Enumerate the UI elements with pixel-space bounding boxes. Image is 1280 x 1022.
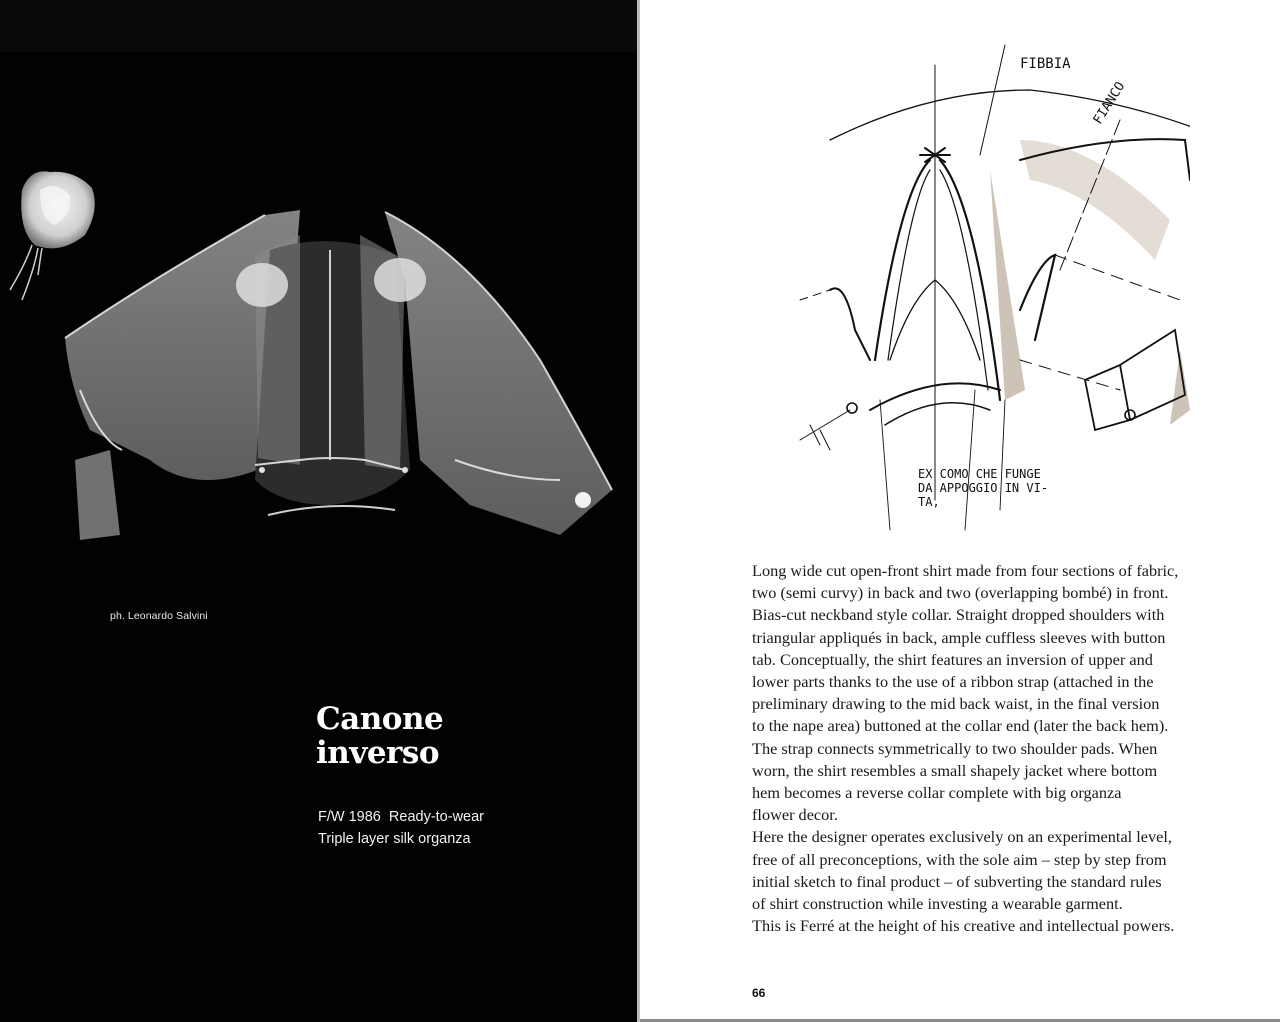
text-line: preliminary drawing to the mid back waist, in the final version <box>752 694 1160 714</box>
text-line: initial sketch to final product – of subverting the standard rules <box>752 871 1162 891</box>
text-line: free of all preconceptions, with the sole aim – step by step from <box>752 849 1167 869</box>
text-line: two (semi curvy) in back and two (overlapping bombé) in front. <box>752 583 1169 603</box>
top-bar <box>0 0 637 52</box>
text-line: to the nape area) buttoned at the collar end (later the back hem). <box>752 716 1169 736</box>
description-text <box>752 560 1222 937</box>
page-number: 66 <box>752 986 766 1000</box>
text-line: flower decor. <box>752 805 838 825</box>
flower-decor-icon <box>10 171 95 300</box>
text-line: Long wide cut open-front shirt made from four sections of fabric, <box>752 561 1179 580</box>
text-line: Bias-cut neckband style collar. Straight dropped shoulders with <box>752 605 1165 625</box>
title-line: inverso <box>316 735 440 771</box>
sketch-annotation: FIBBIA <box>1020 56 1071 72</box>
garment-meta <box>318 806 484 850</box>
left-page <box>0 0 637 1022</box>
svg-text:DA APPOGGIO IN VI-: DA APPOGGIO IN VI- <box>918 481 1049 495</box>
text-line: hem becomes a reverse collar complete with big organza <box>752 783 1122 803</box>
svg-text:EX COMO CHE FUNGE: EX COMO CHE FUNGE <box>918 467 1041 481</box>
title-line: Canone <box>316 701 444 737</box>
meta-season: F/W 1986 Ready-to-wear <box>318 809 485 825</box>
text-line: Here the designer operates exclusively on an experimental level, <box>752 827 1172 847</box>
svg-text:FIANCO: FIANCO <box>1090 79 1129 128</box>
meta-material: Triple layer silk organza <box>318 831 471 847</box>
right-page <box>640 0 1280 1020</box>
svg-text:TA,: TA, <box>918 495 940 509</box>
page-title <box>316 702 443 770</box>
text-line: tab. Conceptually, the shirt features an inversion of upper and <box>752 649 1153 669</box>
technical-sketch <box>790 30 1190 540</box>
text-line: The strap connects symmetrically to two shoulder pads. When <box>752 738 1158 758</box>
photo-credit: ph. Leonardo Salvini <box>110 610 208 622</box>
garment-photo <box>0 160 637 560</box>
text-line: of shirt construction while investing a wearable garment. <box>752 894 1123 914</box>
text-line: lower parts thanks to the use of a ribbon strap (attached in the <box>752 672 1154 692</box>
text-line: This is Ferré at the height of his creative and intellectual powers. <box>752 916 1175 936</box>
text-line: triangular appliqués in back, ample cuffless sleeves with button <box>752 627 1166 647</box>
text-line: worn, the shirt resembles a small shapely jacket where bottom <box>752 760 1158 780</box>
